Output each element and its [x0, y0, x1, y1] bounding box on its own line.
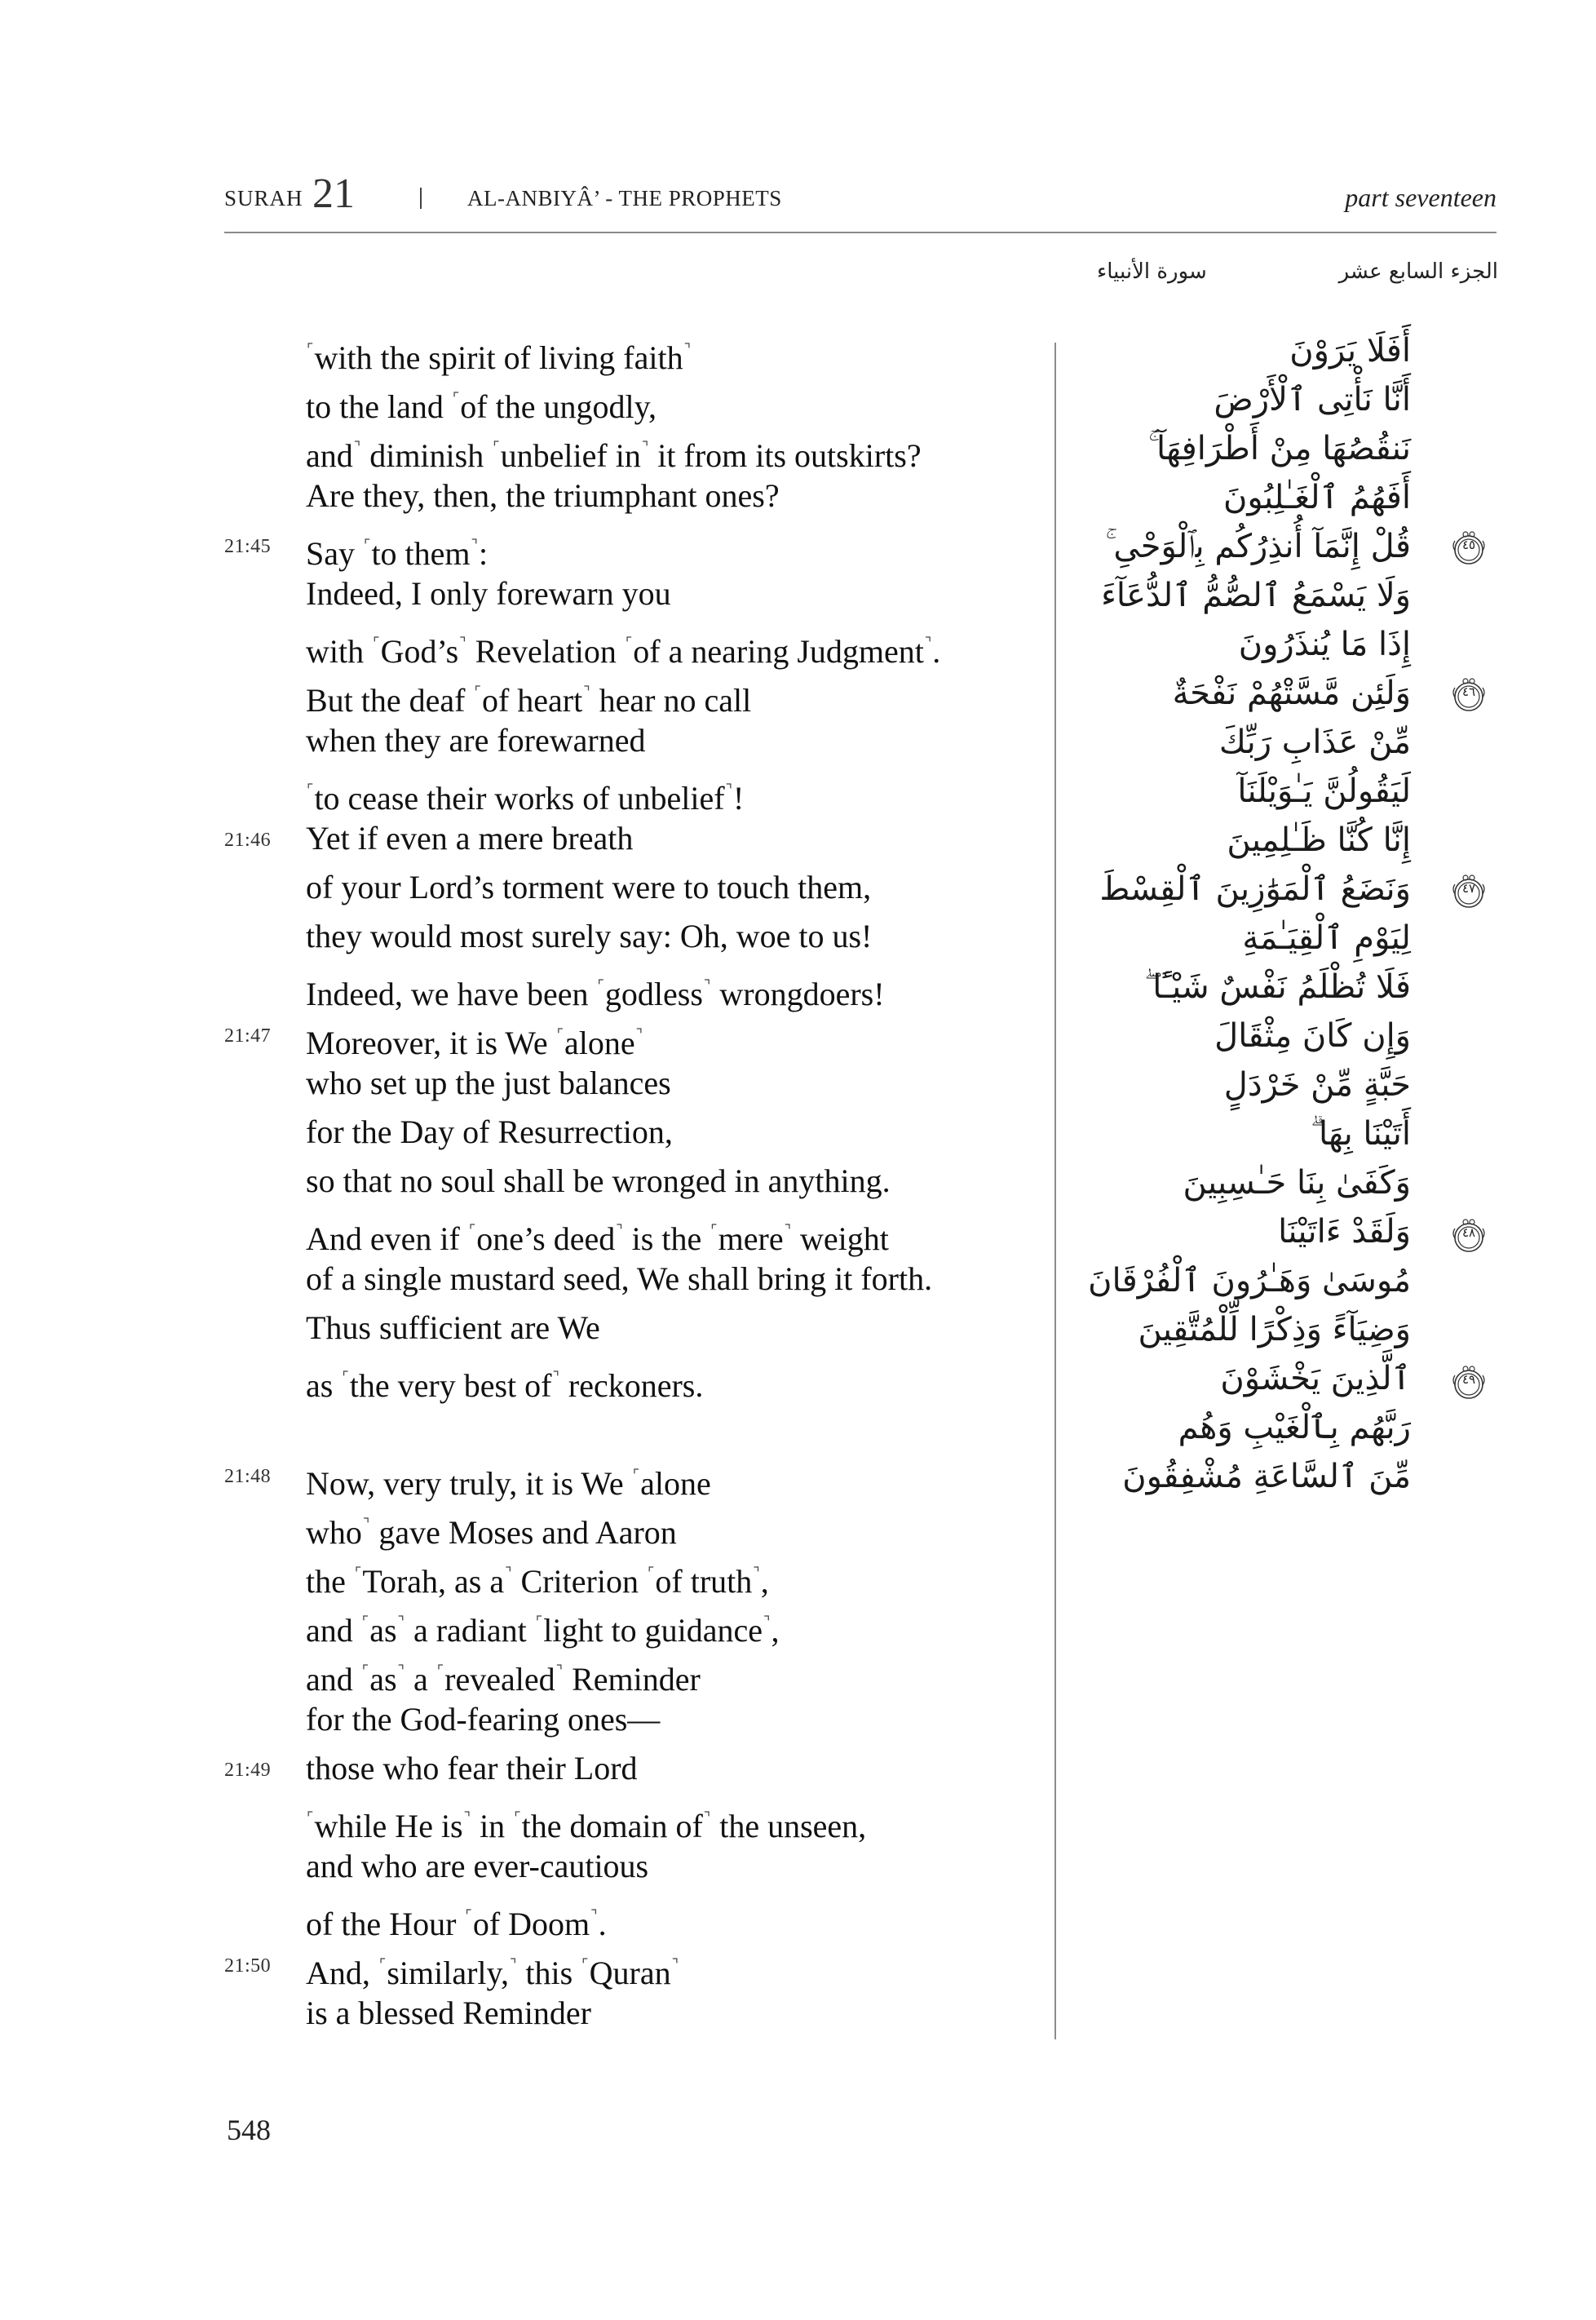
translation-text: to the land ⌜of the ungodly,: [306, 388, 657, 425]
translation-text: Yet if even a mere breath: [306, 820, 634, 857]
arabic-line: لَيَقُولُنَّ يَـٰوَيْلَنَآ: [1237, 773, 1411, 810]
interpolation-bracket: ⌝: [635, 1026, 643, 1043]
interpolation-bracket: ⌜: [581, 1956, 589, 1972]
arabic-line: لِيَوْمِ ٱلْقِيَـٰمَةِ: [1242, 919, 1411, 957]
translation-text: of the Hour ⌜of Doom⌝.: [306, 1906, 607, 1942]
arabic-surah-label: سورة الأنبياء: [1097, 259, 1207, 284]
arabic-line: نَنقُصُهَا مِنْ أَطْرَافِهَآ ۚ: [1148, 430, 1411, 467]
translation-text: the ⌜Torah, as a⌝ Criterion ⌜of truth⌝,: [306, 1563, 769, 1600]
translation-text: with ⌜God’s⌝ Revelation ⌜of a nearing Judgment⌝.: [306, 633, 941, 670]
ayah-number: ٤٧: [1461, 881, 1476, 897]
ayah-number-medallion: [1450, 873, 1488, 910]
interpolation-bracket: ⌜: [452, 390, 460, 406]
translation-line: [220, 325, 1044, 374]
interpolation-bracket: ⌝: [641, 439, 649, 455]
translation-line: [220, 1891, 1044, 1940]
translation-line: [220, 912, 1044, 961]
ayah-number: ٤٩: [1461, 1372, 1476, 1388]
translation-text: Indeed, we have been ⌜godless⌝ wrongdoers!: [306, 976, 885, 1012]
interpolation-bracket: ⌝: [471, 537, 478, 553]
verse-reference: 21:45: [224, 536, 272, 557]
interpolation-bracket: ⌜: [625, 635, 633, 651]
translation-text: Moreover, it is We ⌜alone⌝: [306, 1025, 643, 1061]
interpolation-bracket: ⌝: [763, 1614, 771, 1630]
verse-reference: 21:47: [224, 1025, 272, 1047]
translation-text: ⌜to cease their works of unbelief⌝!: [307, 780, 745, 817]
surah-title: AL-ANBIYÂ’ - THE PROPHETS: [467, 186, 782, 210]
interpolation-bracket: ⌜: [465, 1907, 472, 1924]
arabic-line: فَلَا تُظْلَمُ نَفْسٌ شَيْـًٔا ۖ: [1144, 968, 1411, 1006]
interpolation-bracket: ⌝: [505, 1565, 512, 1581]
translation-text: ⌜while He is⌝ in ⌜the domain of⌝ the unseen,: [307, 1808, 867, 1844]
translation-line: [220, 1842, 1044, 1891]
translation-line: [220, 1255, 1044, 1304]
translation-text: as ⌜the very best of⌝ reckoners.: [306, 1367, 704, 1404]
surah-number: 21: [312, 170, 355, 217]
arabic-line: قُلْ إِنَّمَآ أُنذِرُكُم بِٱلْوَحْىِ ۚ: [1105, 528, 1411, 565]
interpolation-bracket: ⌜: [373, 635, 380, 651]
arabic-line: حَبَّةٍ مِّنْ خَرْدَلٍ: [1223, 1066, 1411, 1104]
translation-line: [220, 716, 1044, 765]
interpolation-bracket: ⌜: [597, 977, 604, 994]
interpolation-bracket: ⌜: [556, 1026, 564, 1043]
page-number: 548: [227, 2114, 271, 2146]
interpolation-bracket: ⌜: [342, 1369, 349, 1385]
interpolation-bracket: ⌜: [307, 1809, 314, 1826]
arabic-line: إِنَّا كُنَّا ظَـٰلِمِينَ: [1227, 821, 1411, 859]
arabic-line: وَلَقَدْ ءَاتَيْنَا: [1278, 1213, 1411, 1251]
arabic-line: وَلَئِن مَّسَّتْهُمْ نَفْحَةٌ: [1172, 675, 1411, 712]
interpolation-bracket: ⌝: [671, 1956, 679, 1972]
translation-text: when they are forewarned: [306, 722, 646, 759]
translation-line: [220, 1597, 1044, 1649]
verse-reference: 21:46: [224, 830, 272, 851]
arabic-text-column: [1068, 326, 1411, 1501]
ayah-number-medallion: [1450, 676, 1488, 714]
translation-text: But the deaf ⌜of heart⌝ hear no call: [306, 682, 752, 719]
translation-text: Say ⌜to them⌝:: [306, 535, 489, 572]
arabic-line: أَفَلَا يَرَوْنَ: [1289, 332, 1411, 370]
translation-line: [220, 1010, 1044, 1059]
running-head: [224, 171, 1497, 220]
translation-line: [220, 863, 1044, 912]
interpolation-bracket: ⌜: [307, 341, 314, 357]
translation-line: [220, 1940, 1044, 1989]
translation-text: Indeed, I only forewarn you: [306, 575, 671, 612]
translation-text: and⌝ diminish ⌜unbelief in⌝ it from its outskirts?: [306, 437, 922, 474]
translation-line: [220, 1989, 1044, 2038]
ayah-number-medallion: [1450, 1217, 1488, 1255]
interpolation-bracket: ⌜: [632, 1467, 640, 1483]
arabic-line: أَفَهُمُ ٱلْغَـٰلِبُونَ: [1223, 479, 1411, 516]
interpolation-bracket: ⌝: [459, 635, 466, 651]
translation-text: ⌜with the spirit of living faith⌝: [307, 339, 692, 376]
translation-line: [220, 961, 1044, 1010]
arabic-line: وَضِيَآءً وَذِكْرًا لِّلْمُتَّقِينَ: [1138, 1311, 1411, 1348]
translation-line: [220, 1695, 1044, 1744]
ayah-number: ٤٦: [1461, 684, 1476, 700]
interpolation-bracket: ⌜: [493, 439, 500, 455]
interpolation-bracket: ⌝: [509, 1956, 517, 1972]
column-divider: [1054, 343, 1056, 2039]
translation-text: Thus sufficient are We: [306, 1309, 600, 1346]
interpolation-bracket: ⌜: [364, 537, 371, 553]
interpolation-bracket: ⌝: [924, 635, 932, 651]
interpolation-bracket: ⌝: [703, 1809, 711, 1826]
interpolation-bracket: ⌝: [703, 977, 711, 994]
translation-text: for the Day of Resurrection,: [306, 1114, 673, 1150]
translation-text: so that no soul shall be wronged in anything.: [306, 1162, 891, 1199]
ayah-number: ٤٥: [1461, 537, 1476, 552]
translation-line: [220, 1499, 1044, 1551]
translation-line: [220, 1059, 1044, 1108]
arabic-line: رَبَّهُم بِٱلْغَيْبِ وَهُم: [1178, 1409, 1411, 1446]
translation-text: of a single mustard seed, We shall bring it forth.: [306, 1260, 933, 1297]
ayah-number-medallion: [1450, 1364, 1488, 1401]
arabic-line: وَلَا يَسْمَعُ ٱلصُّمُّ ٱلدُّعَآءَ: [1101, 577, 1411, 614]
translation-text: and ⌜as⌝ a ⌜revealed⌝ Reminder: [306, 1661, 701, 1698]
translation-line: [220, 618, 1044, 670]
translation-text: is a blessed Reminder: [306, 1995, 591, 2031]
arabic-line: مُوسَىٰ وَهَـٰرُونَ ٱلْفُرْقَانَ: [1088, 1262, 1411, 1299]
interpolation-bracket: ⌝: [463, 1809, 471, 1826]
arabic-line: وَكَفَىٰ بِنَا حَـٰسِبِينَ: [1183, 1164, 1411, 1202]
translation-text: and ⌜as⌝ a radiant ⌜light to guidance⌝,: [306, 1612, 780, 1649]
interpolation-bracket: ⌜: [710, 1222, 718, 1238]
translation-text: who set up the just balances: [306, 1065, 671, 1101]
verse-reference: 21:50: [224, 1955, 272, 1977]
interpolation-bracket: ⌜: [474, 684, 481, 700]
interpolation-bracket: ⌝: [397, 1663, 405, 1679]
translation-line: [220, 765, 1044, 817]
translation-line: [220, 1744, 1044, 1793]
arabic-line: ٱلَّذِينَ يَخْشَوْنَ: [1220, 1360, 1411, 1397]
ayah-number-medallion: [1450, 529, 1488, 567]
interpolation-bracket: ⌜: [361, 1663, 369, 1679]
translation-line: [220, 667, 1044, 719]
arabic-line: أَتَيْنَا بِهَا ۗ: [1310, 1115, 1411, 1153]
english-translation-column: [220, 325, 1044, 2038]
interpolation-bracket: ⌝: [552, 1369, 559, 1385]
part-label: part seventeen: [1345, 183, 1497, 212]
translation-text: they would most surely say: Oh, woe to us!: [306, 918, 873, 954]
translation-line: [220, 569, 1044, 618]
translation-text: And, ⌜similarly,⌝ this ⌜Quran⌝: [306, 1955, 679, 1991]
translation-line: [220, 1304, 1044, 1353]
translation-text: Now, very truly, it is We ⌜alone: [306, 1465, 711, 1502]
ayah-number: ٤٨: [1461, 1224, 1476, 1240]
arabic-line: وَنَضَعُ ٱلْمَوَٰزِينَ ٱلْقِسْطَ: [1099, 870, 1411, 908]
header-separator: [420, 188, 422, 209]
translation-line: [220, 1548, 1044, 1600]
interpolation-bracket: ⌝: [590, 1907, 598, 1924]
translation-text: of your Lord’s torment were to touch them,: [306, 869, 872, 905]
surah-label: SURAH: [224, 186, 303, 210]
translation-line: [220, 374, 1044, 423]
interpolation-bracket: ⌝: [683, 341, 692, 357]
interpolation-bracket: ⌝: [753, 1565, 760, 1581]
interpolation-bracket: ⌝: [583, 684, 590, 700]
interpolation-bracket: ⌜: [436, 1663, 444, 1679]
translation-line: [220, 1157, 1044, 1206]
verse-reference: 21:48: [224, 1466, 272, 1487]
interpolation-bracket: ⌜: [378, 1956, 387, 1972]
translation-line: [220, 472, 1044, 520]
interpolation-bracket: ⌝: [362, 1516, 370, 1532]
translation-line: [220, 520, 1044, 572]
translation-text: for the God-fearing ones—: [306, 1701, 661, 1738]
translation-line: [220, 1353, 1044, 1404]
translation-line: [220, 814, 1044, 863]
interpolation-bracket: ⌜: [514, 1809, 521, 1826]
arabic-line: مِّنْ عَذَابِ رَبِّكَ: [1218, 724, 1411, 761]
translation-line: [220, 1793, 1044, 1842]
interpolation-bracket: ⌜: [307, 781, 314, 798]
translation-text: and who are ever-cautious: [306, 1848, 649, 1884]
interpolation-bracket: ⌝: [725, 781, 733, 798]
translation-line: [220, 1108, 1044, 1157]
translation-text: those who fear their Lord: [306, 1750, 638, 1786]
interpolation-bracket: ⌝: [555, 1663, 564, 1679]
interpolation-bracket: ⌝: [397, 1614, 405, 1630]
translation-text: Are they, then, the triumphant ones?: [306, 477, 780, 514]
interpolation-bracket: ⌝: [784, 1222, 792, 1238]
translation-line: [220, 1450, 1044, 1502]
interpolation-bracket: ⌜: [647, 1565, 655, 1581]
header-rule: [224, 232, 1497, 233]
interpolation-bracket: ⌜: [354, 1565, 362, 1581]
arabic-line: أَنَّا نَأْتِى ٱلْأَرْضَ: [1214, 381, 1411, 418]
interpolation-bracket: ⌜: [361, 1614, 369, 1630]
arabic-line: وَإِن كَانَ مِثْقَالَ: [1214, 1017, 1411, 1055]
interpolation-bracket: ⌝: [353, 439, 361, 455]
arabic-juz-label: الجزء السابع عشر: [1338, 259, 1498, 284]
translation-line: [220, 1646, 1044, 1698]
interpolation-bracket: ⌝: [616, 1222, 623, 1238]
arabic-line: مِّنَ ٱلسَّاعَةِ مُشْفِقُونَ: [1122, 1458, 1411, 1495]
translation-line: [220, 1206, 1044, 1255]
verse-reference: 21:49: [224, 1760, 272, 1781]
interpolation-bracket: ⌜: [535, 1614, 543, 1630]
translation-text: who⌝ gave Moses and Aaron: [306, 1514, 677, 1551]
interpolation-bracket: ⌜: [468, 1222, 476, 1238]
translation-line: [220, 423, 1044, 472]
stanza-gap: [220, 1401, 1044, 1450]
translation-text: And even if ⌜one’s deed⌝ is the ⌜mere⌝ weight: [306, 1220, 889, 1257]
arabic-line: إِذَا مَا يُنذَرُونَ: [1238, 626, 1411, 663]
